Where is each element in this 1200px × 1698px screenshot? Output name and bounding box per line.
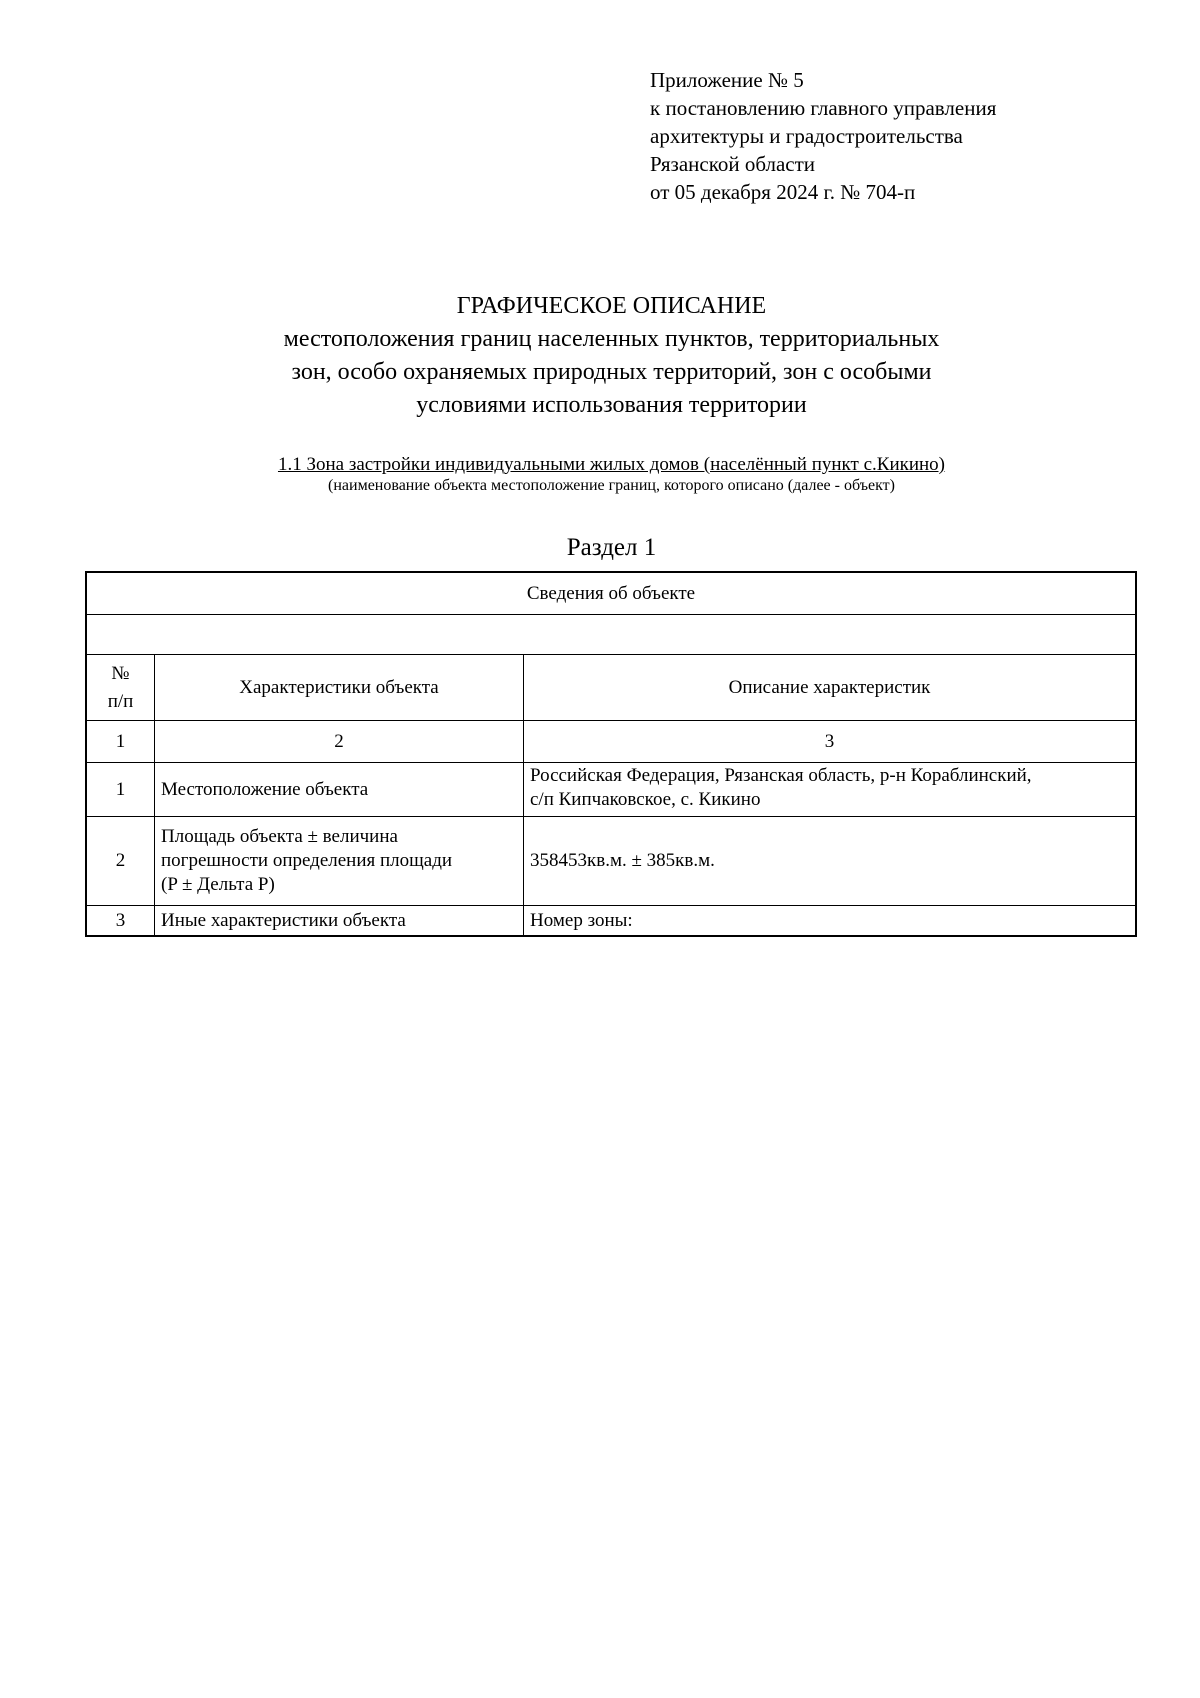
table-header-row bbox=[86, 572, 1136, 615]
col-description-header: Описание характеристик bbox=[524, 655, 1137, 721]
appendix-line: Приложение № 5 bbox=[650, 68, 804, 92]
characteristic-line: погрешности определения площади bbox=[161, 850, 453, 871]
description-line: с/п Кипчаковское, с. Кикино bbox=[530, 789, 761, 810]
appendix-header bbox=[650, 66, 996, 206]
col-characteristic-header: Характеристики объекта bbox=[155, 655, 524, 721]
table-row bbox=[86, 763, 1136, 817]
row-description bbox=[524, 763, 1137, 817]
table-row bbox=[86, 817, 1136, 906]
title-line: местоположения границ населенных пунктов, территориальных bbox=[283, 326, 940, 352]
col-number: 2 bbox=[155, 721, 524, 763]
object-name-block bbox=[0, 454, 1200, 496]
row-characteristic: Местоположение объекта bbox=[155, 763, 524, 817]
title-line: условиями использования территории bbox=[416, 392, 807, 418]
row-num: 3 bbox=[86, 906, 155, 937]
document-title bbox=[0, 290, 1200, 422]
table-empty-row bbox=[86, 615, 1136, 655]
characteristic-line: Площадь объекта ± величина bbox=[161, 826, 398, 847]
title-line: зон, особо охраняемых природных территорий, зон с особыми bbox=[291, 359, 932, 385]
row-num: 1 bbox=[86, 763, 155, 817]
section-title: Раздел 1 bbox=[566, 534, 657, 561]
appendix-line: от 05 декабря 2024 г. № 704-п bbox=[650, 180, 916, 204]
table-row bbox=[86, 906, 1136, 937]
appendix-line: архитектуры и градостроительства bbox=[650, 124, 963, 148]
col-number: 1 bbox=[86, 721, 155, 763]
characteristic-line: (P ± Дельта P) bbox=[161, 874, 275, 895]
col-num-header bbox=[86, 655, 155, 721]
appendix-line: к постановлению главного управления bbox=[650, 96, 997, 120]
row-description: 358453кв.м. ± 385кв.м. bbox=[524, 817, 1137, 906]
col-num-line: п/п bbox=[107, 690, 134, 712]
table-column-headers bbox=[86, 655, 1136, 721]
row-num: 2 bbox=[86, 817, 155, 906]
table-column-numbers bbox=[86, 721, 1136, 763]
object-caption: (наименование объекта местоположение границ, которого описано (далее - объект) bbox=[328, 477, 895, 494]
title-main: ГРАФИЧЕСКОЕ ОПИСАНИЕ bbox=[456, 293, 767, 319]
table-empty-cell bbox=[86, 615, 1136, 655]
description-line: Российская Федерация, Рязанская область, р-н Кораблинский, bbox=[530, 765, 1032, 786]
row-description: Номер зоны: bbox=[524, 906, 1137, 937]
col-number: 3 bbox=[524, 721, 1137, 763]
col-num-line: № bbox=[111, 662, 130, 684]
table-header: Сведения об объекте bbox=[86, 572, 1136, 615]
appendix-line: Рязанской области bbox=[650, 152, 816, 176]
row-characteristic bbox=[155, 817, 524, 906]
row-characteristic: Иные характеристики объекта bbox=[155, 906, 524, 937]
object-name: 1.1 Зона застройки индивидуальными жилых домов (населённый пункт с.Кикино) bbox=[277, 454, 946, 475]
object-info-table bbox=[85, 571, 1137, 937]
